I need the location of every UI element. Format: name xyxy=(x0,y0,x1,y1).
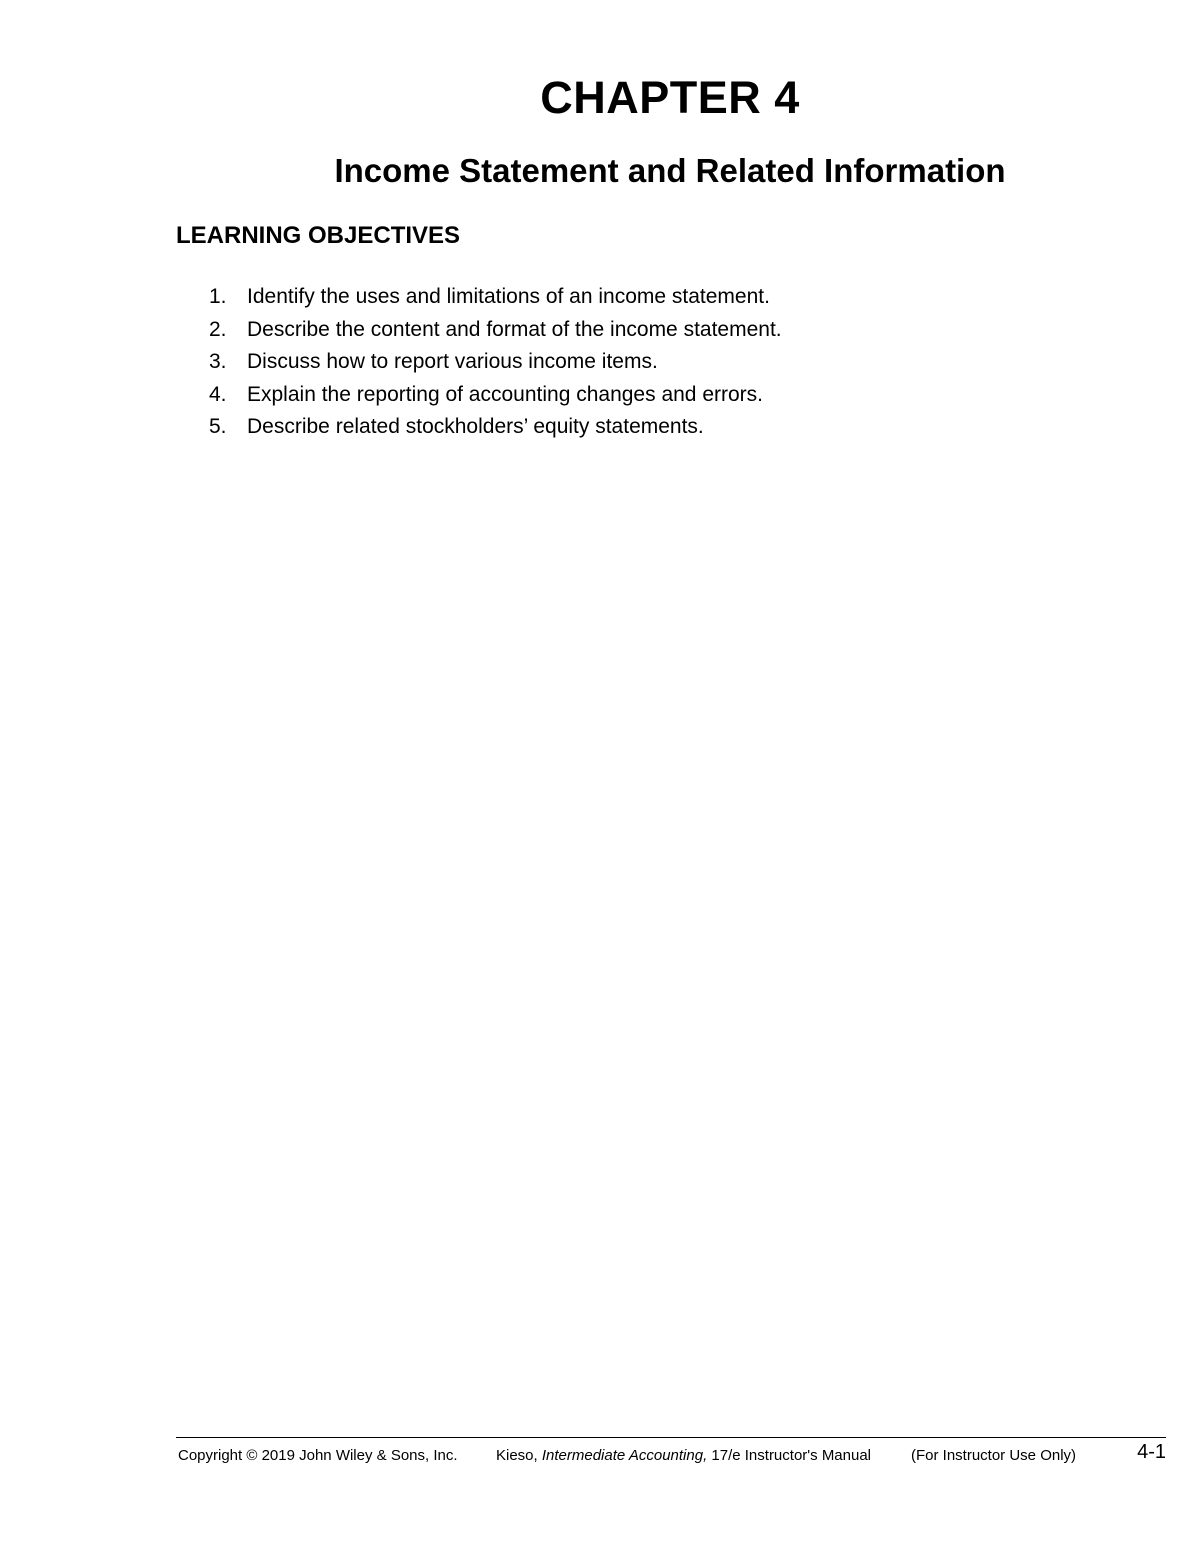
learning-objectives-heading: LEARNING OBJECTIVES xyxy=(176,222,461,249)
objective-number: 1. xyxy=(209,285,227,308)
objective-number: 3. xyxy=(209,350,227,373)
objective-number: 2. xyxy=(209,317,227,341)
objective-text: Explain the reporting of accounting changes and errors. xyxy=(247,382,763,406)
footer-book-reference xyxy=(496,1446,871,1466)
objective-number: 4. xyxy=(209,382,227,406)
objective-text: Describe related stockholders’ equity statements. xyxy=(247,415,704,438)
footer-copyright: Copyright © 2019 John Wiley & Sons, Inc. xyxy=(178,1447,458,1464)
objective-number: 5. xyxy=(209,415,227,438)
footer-book-title: Intermediate Accounting, xyxy=(541,1447,708,1464)
objective-text: Discuss how to report various income items. xyxy=(247,350,658,373)
chapter-subtitle: Income Statement and Related Information xyxy=(334,152,1006,189)
footer-book-edition: 17/e Instructor's Manual xyxy=(707,1447,872,1464)
objective-text: Identify the uses and limitations of an income statement. xyxy=(247,285,770,308)
footer-usage-note: (For Instructor Use Only) xyxy=(911,1447,1077,1464)
page-number: 4-1 xyxy=(1137,1441,1166,1463)
objective-text: Describe the content and format of the income statement. xyxy=(247,317,782,341)
footer-book-author: Kieso, xyxy=(496,1447,542,1464)
footer-divider xyxy=(176,1437,1166,1438)
chapter-title: CHAPTER 4 xyxy=(540,72,800,123)
